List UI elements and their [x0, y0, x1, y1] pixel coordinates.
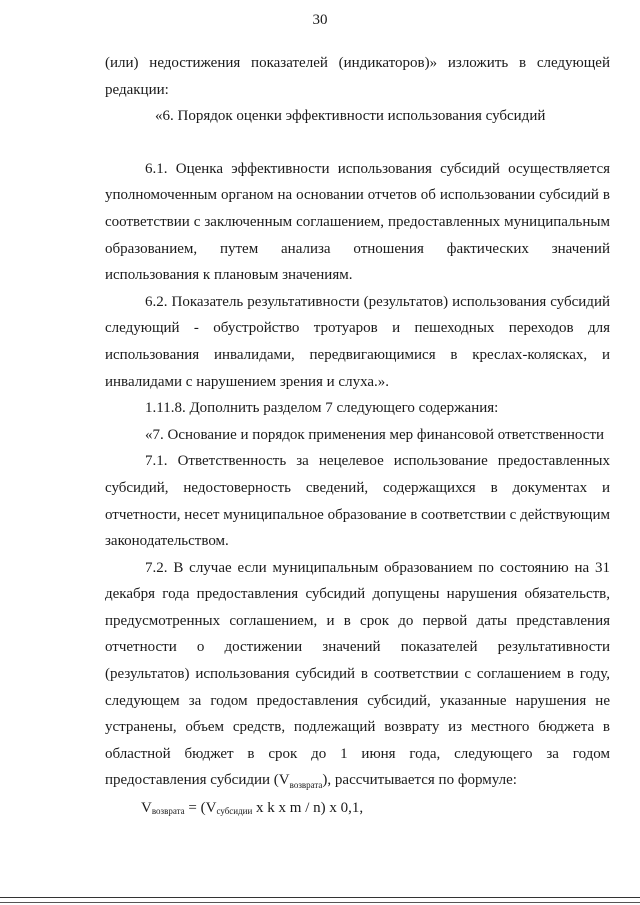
paragraph-intro: (или) недостижения показателей (индикаторов)» изложить в следующей редакции: [105, 55, 610, 98]
document-body [105, 50, 610, 799]
page-number: 30 [312, 12, 328, 28]
formula-v: V [141, 800, 152, 816]
section-6-heading: «6. Порядок оценки эффективности использования субсидий [155, 108, 546, 125]
paragraph-7-2-tail: ), рассчитывается по формуле: [322, 772, 517, 789]
scan-edge-line-2 [0, 902, 640, 903]
formula-v-subscript: возврата [151, 806, 185, 816]
paragraph-6-1: 6.1. Оценка эффективности использования субсидий осуществляется уполномоченным органом на основании отчетов об использовании субсидий в соответствии с заключенным соглашением, предоставленных муниципальным образованием, путем анализа отношения фактических значений использования к плановым значениям. [105, 160, 610, 284]
spacer [105, 130, 610, 156]
return-formula [141, 800, 363, 817]
paragraph-6-2: 6.2. Показатель результативности (результатов) использования субсидий следующий - обустройство тротуаров и пешеходных переходов для использования инвалидами, передвигающимися в креслах-колясках, и инвалидами с нарушением зрения и слуха.». [105, 293, 610, 390]
formula-equals: = (V [184, 800, 217, 816]
paragraph-7-2 [105, 555, 610, 799]
paragraph-7-2-subscript: возврата [289, 780, 323, 791]
scan-edge-line [0, 897, 640, 898]
paragraph-7-2-text: 7.2. В случае если муниципальным образованием по состоянию на 31 декабря года предоставления субсидий допущены нарушения обязательств, предусмотренных соглашением, и в срок до первой даты представления отчетности о достижении значений показателей результативности (результатов) использования субсидий в соответствии с соглашением в году, следующем за годом предоставления субсидий, указанные нарушения не устранены, объем средств, подлежащий возврату из местного бюджета в областной бюджет в срок до 1 июня года, следующего за годом предоставления субсидии (V [105, 559, 610, 789]
formula-rest: x k x m / n) x 0,1, [252, 800, 364, 816]
paragraph-7-1: 7.1. Ответственность за нецелевое использование предоставленных субсидий, недостоверность сведений, содержащихся в документах и отчетности, несет муниципальное образование в соответствии с действующим законодательством. [105, 453, 610, 550]
paragraph-1-11-8: 1.11.8. Дополнить разделом 7 следующего содержания: [145, 400, 499, 417]
formula-subsidy-subscript: субсидии [216, 806, 253, 816]
section-7-heading: «7. Основание и порядок применения мер финансовой ответственности [145, 426, 605, 443]
